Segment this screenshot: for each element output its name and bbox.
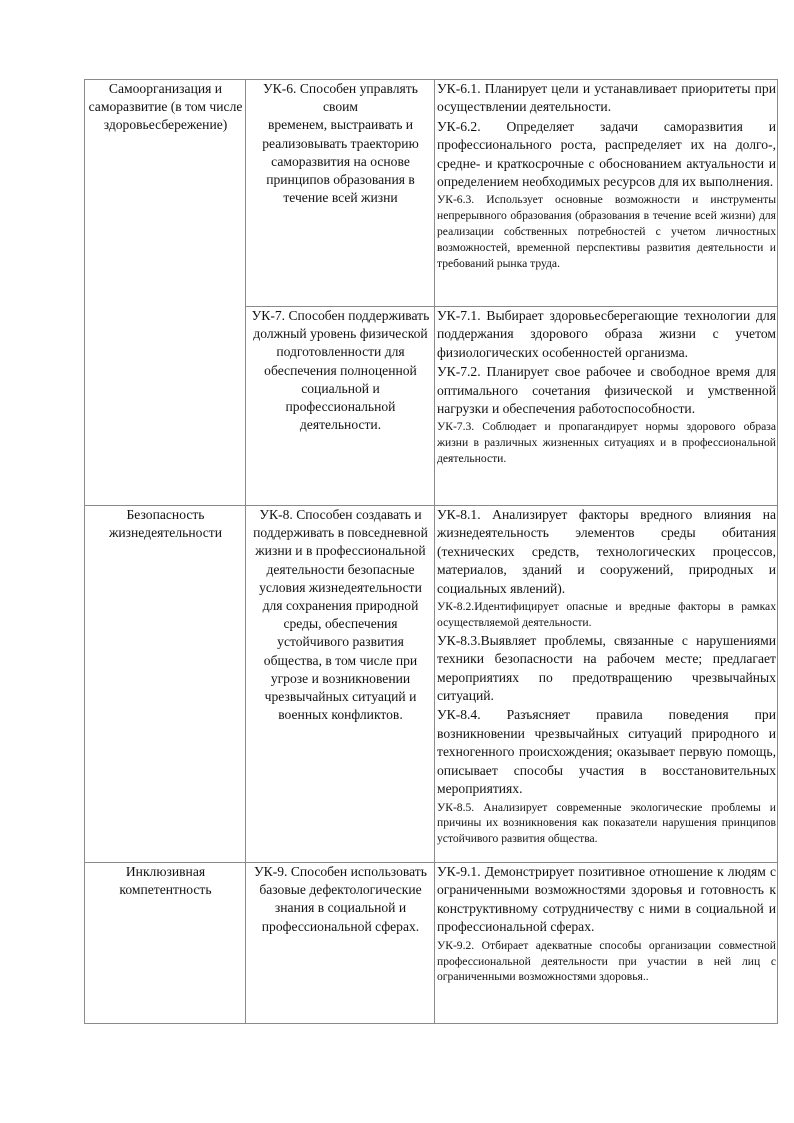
competence-table xyxy=(84,79,778,1024)
indicator: УК-8.5. Анализирует современные экологические проблемы и причины их возникновения как показатели нарушения принципов устойчивого развития общества. xyxy=(437,800,776,846)
competence-cell: УК-6. Способен управлять своим временем, выстраивать и реализовывать траекторию саморазвития на основе принципов образования в течение всей жизни xyxy=(246,80,435,307)
indicator: УК-9.2. Отбирает адекватные способы организации совместной профессиональной деятельности при участии в ней лиц с ограниченными возможностями здоровья.. xyxy=(437,938,776,984)
competence-cell: УК-7. Способен поддерживать должный уровень физической подготовленности для обеспечения полноценной социальной и профессиональной деятельности. xyxy=(246,307,435,506)
indicator: УК-6.2. Определяет задачи саморазвития и профессионального роста, распределяет их на долго-, средне- и краткосрочные с обоснованием актуальности и определением необходимых ресурсов для их выполнения. xyxy=(437,118,776,190)
table-row xyxy=(85,506,778,863)
indicators-cell xyxy=(435,506,778,863)
table-row xyxy=(85,863,778,1024)
category-cell: Безопасность жизнедеятельности xyxy=(85,506,246,863)
indicator: УК-6.3. Использует основные возможности и инструменты непрерывного образования (образования в течение всей жизни) для реализации собственных потребностей с учетом личностных возможностей, временной перспективы развития деятельности и требований рынка труда. xyxy=(437,193,776,271)
category-cell: Инклюзивная компетентность xyxy=(85,863,246,1024)
indicator: УК-8.4. Разъясняет правила поведения при возникновении чрезвычайных ситуаций природного и техногенного происхождения; оказывает первую помощь, описывает способы участия в восстановительных мероприятиях. xyxy=(437,707,776,797)
indicator: УК-9.1. Демонстрирует позитивное отношение к людям с ограниченными возможностями здоровья и готовность к конструктивному сотрудничеству с ними в социальной и профессиональной сферах. xyxy=(437,864,776,935)
competence-cell: УК-8. Способен создавать и поддерживать в повседневной жизни и в профессиональной деятельности безопасные условия жизнедеятельности для сохранения природной среды, обеспечения устойчивого развития общества, в том числе при угрозе и возникновении чрезвычайных ситуаций и военных конфликтов. xyxy=(246,506,435,863)
indicator: УК-7.1. Выбирает здоровьесберегающие технологии для поддержания здорового образа жизни с учетом физиологических особенностей организма. xyxy=(437,308,776,360)
indicators-cell xyxy=(435,80,778,307)
competence-cell: УК-9. Способен использовать базовые дефектологические знания в социальной и профессиональной сферах. xyxy=(246,863,435,1024)
indicator: УК-8.2.Идентифицирует опасные и вредные факторы в рамках осуществляемой деятельности. xyxy=(437,600,776,629)
indicator: УК-6.1. Планирует цели и устанавливает приоритеты при осуществлении деятельности. xyxy=(437,81,776,115)
indicator: УК-7.3. Соблюдает и пропагандирует нормы здорового образа жизни в различных жизненных ситуациях и в профессиональной деятельности. xyxy=(437,420,776,466)
indicator: УК-8.3.Выявляет проблемы, связанные с нарушениями техники безопасности на рабочем месте; предлагает мероприятиях по предотвращению чрезвычайных ситуаций. xyxy=(437,632,776,704)
indicator: УК-8.1. Анализирует факторы вредного влияния на жизнедеятельность элементов среды обитания (технических средств, технологических процессов, материалов, зданий и сооружений, природных и социальных явлений). xyxy=(437,507,776,596)
category-cell: Самоорганизация и саморазвитие (в том числе здоровьесбережение) xyxy=(85,80,246,506)
indicators-cell xyxy=(435,307,778,506)
indicator: УК-7.2. Планирует свое рабочее и свободное время для оптимального сочетания физической и умственной нагрузки и обеспечения работоспособности. xyxy=(437,364,776,417)
table-row xyxy=(85,80,778,307)
indicators-cell xyxy=(435,863,778,1024)
